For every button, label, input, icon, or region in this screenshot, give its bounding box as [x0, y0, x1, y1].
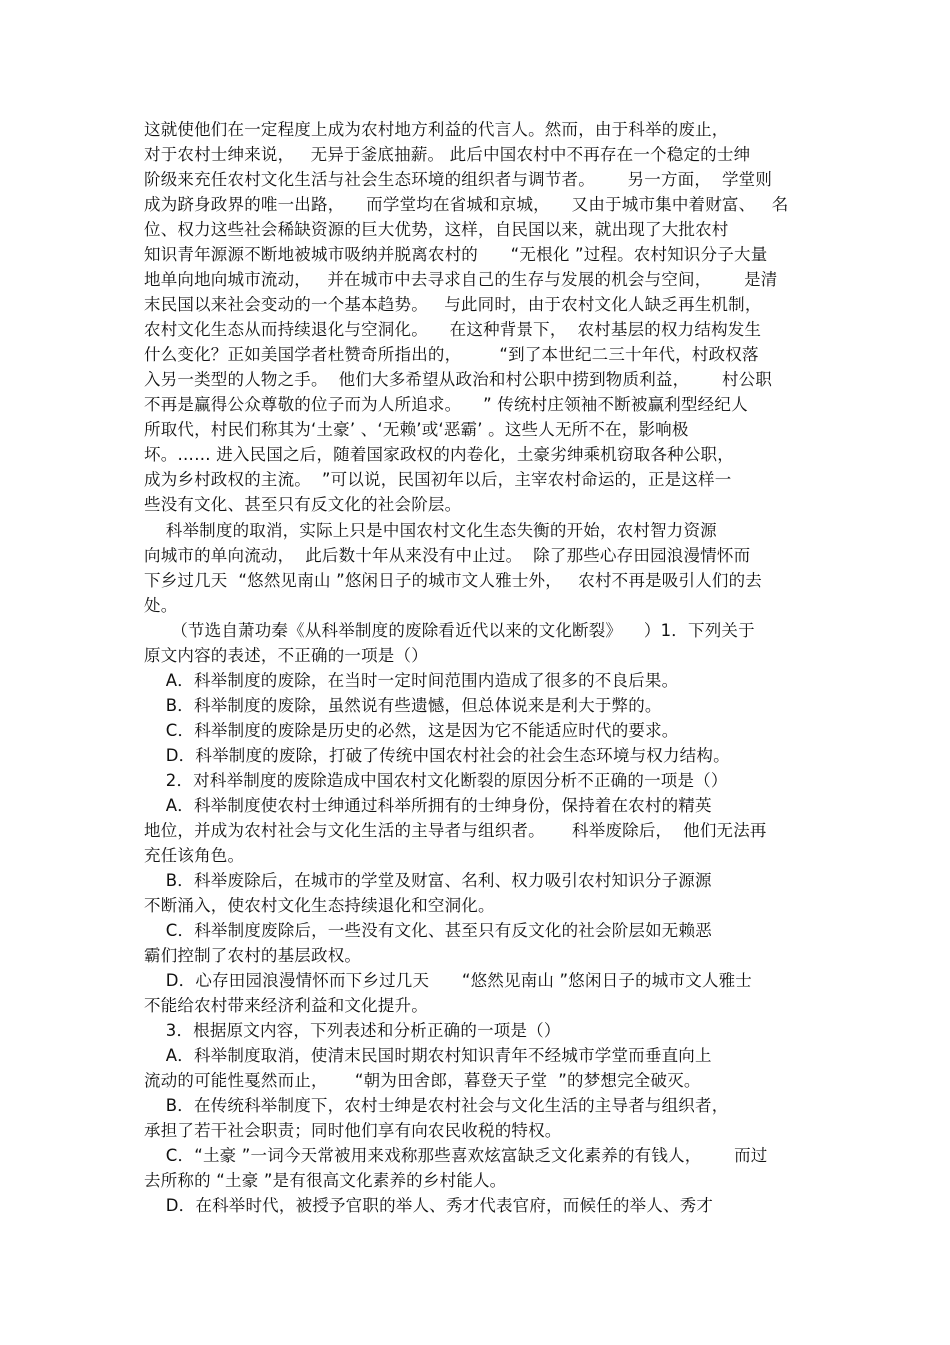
option-line: A．科举制度的废除，在当时一定时间范围内造成了很多的不良后果。	[144, 671, 679, 690]
text-line: 充任该角色。	[144, 846, 245, 865]
option-line: D．心存田园浪漫情怀而下乡过几天 “悠然见南山 ”悠闲日子的城市文人雅士	[144, 971, 752, 990]
text-line: 处。	[144, 596, 178, 615]
option-line: C．科举制度的废除是历史的必然，这是因为它不能适应时代的要求。	[144, 721, 679, 740]
text-line: 所取代，村民们称其为‘土豪’ 、‘无赖’或‘恶霸’ 。这些人无所不在，影响极	[144, 420, 689, 439]
text-line: 这就使他们在一定程度上成为农村地方利益的代言人。然而，由于科举的废止，	[144, 120, 729, 139]
text-line: 对于农村士绅来说， 无异于釜底抽薪。 此后中国农村中不再存在一个稳定的士绅	[144, 145, 751, 164]
text-line: 地位，并成为农村社会与文化生活的主导者与组织者。 科举废除后， 他们无法再	[144, 821, 767, 840]
option-line: C．科举制度废除后，一些没有文化、甚至只有反文化的社会阶层如无赖恶	[144, 921, 712, 940]
question-line: 3．根据原文内容，下列表述和分析正确的一项是（）	[144, 1021, 561, 1040]
text-line: 地单向地向城市流动， 并在城市中去寻求自己的生存与发展的机会与空间， 是清	[144, 270, 778, 289]
text-line: 霸们控制了农村的基层政权。	[144, 946, 362, 965]
text-line: 下乡过几天 “悠然见南山 ”悠闲日子的城市文人雅士外， 农村不再是吸引人们的去	[144, 571, 762, 590]
question-line: 2．对科举制度的废除造成中国农村文化断裂的原因分析不正确的一项是（）	[144, 771, 728, 790]
text-line: 位、权力这些社会稀缺资源的巨大优势，这样，自民国以来，就出现了大批农村	[144, 220, 729, 239]
option-line: A．科举制度取消，使清末民国时期农村知识青年不经城市学堂而垂直向上	[144, 1046, 712, 1065]
option-line: C．“土豪 ”一词今天常被用来戏称那些喜欢炫富缺乏文化素养的有钱人， 而过	[144, 1146, 768, 1165]
option-line: D．科举制度的废除，打破了传统中国农村社会的社会生态环境与权力结构。	[144, 746, 730, 765]
text-line: 农村文化生态从而持续退化与空洞化。 在这种背景下， 农村基层的权力结构发生	[144, 320, 762, 339]
text-line: 原文内容的表述，不正确的一项是（）	[144, 646, 428, 665]
text-line: 阶级来充任农村文化生活与社会生态环境的组织者与调节者。 另一方面， 学堂则	[144, 170, 773, 189]
text-line: 坏。…… 进入民国之后，随着国家政权的内卷化，土豪劣绅乘机窃取各种公职，	[144, 445, 734, 464]
option-line: D．在科举时代，被授予官职的举人、秀才代表官府，而候任的举人、秀才	[144, 1196, 714, 1215]
text-line: 成为跻身政界的唯一出路， 而学堂均在省城和京城， 又由于城市集中着财富、 名	[144, 195, 789, 214]
text-line: 向城市的单向流动， 此后数十年从来没有中止过。 除了那些心存田园浪漫情怀而	[144, 546, 751, 565]
text-line: 成为乡村政权的主流。 ”可以说，民国初年以后，主宰农村命运的，正是这样一	[144, 470, 732, 489]
text-line: （节选自萧功秦《从科举制度的废除看近代以来的文化断裂》 ）1．下列关于	[144, 621, 755, 640]
text-line: 去所称的 “土豪 ”是有很高文化素养的乡村能人。	[144, 1171, 507, 1190]
text-line: 科举制度的取消，实际上只是中国农村文化生态失衡的开始，农村智力资源	[144, 521, 717, 540]
option-line: A．科举制度使农村士绅通过科举所拥有的士绅身份，保持着在农村的精英	[144, 796, 712, 815]
text-line: 些没有文化、甚至只有反文化的社会阶层。	[144, 495, 462, 514]
option-line: B．科举废除后，在城市的学堂及财富、名利、权力吸引农村知识分子源源	[144, 871, 712, 890]
text-line: 不能给农村带来经济利益和文化提升。	[144, 996, 428, 1015]
text-line: 末民国以来社会变动的一个基本趋势。 与此同时，由于农村文化人缺乏再生机制，	[144, 295, 762, 314]
text-line: 知识青年源源不断地被城市吸纳并脱离农村的 “无根化 ”过程。农村知识分子大量	[144, 245, 768, 264]
option-line: B．在传统科举制度下，农村士绅是农村社会与文化生活的主导者与组织者，	[144, 1096, 729, 1115]
text-line: 不断涌入，使农村文化生态持续退化和空洞化。	[144, 896, 495, 915]
text-line: 什么变化？正如美国学者杜赞奇所指出的， “到了本世纪二三十年代，村政权落	[144, 345, 759, 364]
text-line: 流动的可能性戛然而止， “朝为田舍郎，暮登天子堂 ”的梦想完全破灭。	[144, 1071, 701, 1090]
option-line: B．科举制度的废除，虽然说有些遗憾，但总体说来是利大于弊的。	[144, 696, 662, 715]
text-line: 不再是赢得公众尊敬的位子而为人所追求。 ” 传统村庄领袖不断被赢利型经纪人	[144, 395, 748, 414]
text-line: 入另一类型的人物之手。 他们大多希望从政治和村公职中捞到物质利益， 村公职	[144, 370, 773, 389]
text-line: 承担了若干社会职责；同时他们享有向农民收税的特权。	[144, 1121, 562, 1140]
